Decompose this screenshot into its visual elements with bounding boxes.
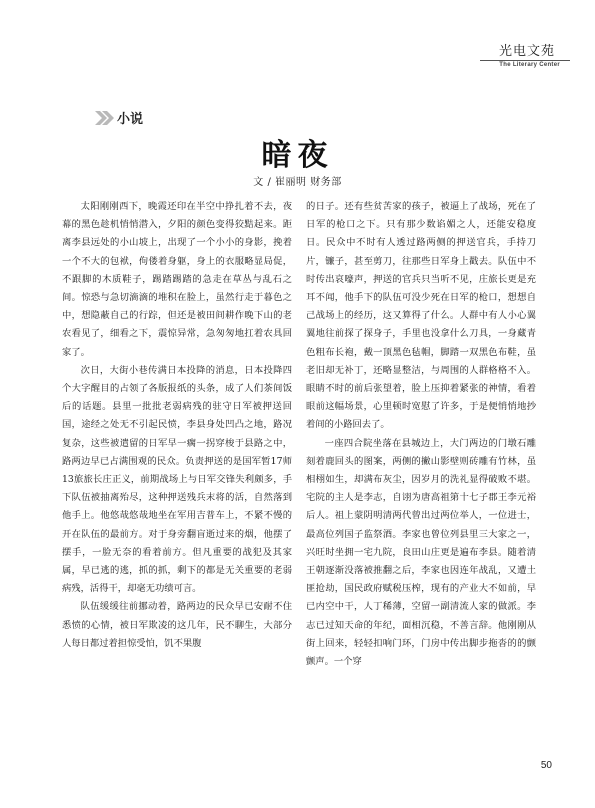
article-byline: 文 / 崔丽明 财务部 <box>253 177 342 188</box>
header-divider <box>480 60 570 61</box>
paragraph: 队伍缓缓往前挪动着，路两边的民众早已安耐不住悉愤的心情，被日军欺凌的这几年，民不聊生，大部分人每日都过着担惊受怕，饥不果腹 <box>62 601 292 649</box>
double-chevron-right-icon <box>95 111 115 125</box>
paragraph: 的日子。还有些贫苦家的孩子，被逼上了战场，死在了日军的枪口之下。只有那少数谄媚之人，还能安稳度日。民众中不时有人透过路两侧的押送官兵，手持刀片，镰子，甚至剪刀，往那些日军身上戳去。队伍中不时传出哀嚎声，押送的官兵只当听不见，庄旅长更是充耳不闻，他手下的队伍可没少死在日军的枪口，想想自己战场上的经历，这又算得了什么。人群中有人小心翼翼地往前探了探身子，手里也没拿什么刀具，一身藏青色粗布长袍，戴一顶黑色毡帽，脚踏一双黑色布鞋，虽老旧却无补丁，还略显整洁，与周围的人群格格不入。眼睛不时的前后张望着，脸上压抑着紧张的神情，看着眼前这幅场景，心里顿时宽慰了许多，于是便悄悄地抄着间的小路回去了。 <box>306 201 536 431</box>
page-number: 50 <box>540 760 552 771</box>
left-column <box>62 198 292 653</box>
paragraph: 一座四合院坐落在县城边上，大门两边的门墩石雕刻着鹿回头的图案，两侧的撇山影壁则砖雕有竹林，虽相栩如生，却满布灰尘，因岁月的洗礼显得破败不堪。宅院的主人是李志，自诩为唐高祖第十七子郡王李元裕后人。祖上蒙阴明清两代曾出过两位举人，一位进士，最高位列国子监祭酒。李家也曾位列县里三大家之一，兴旺时坐拥一宅九院，良田山庄更是遍布李县。随着清王朝逐渐没落被推翻之后，李家也因连年战乱，又遭土匪抢劫，国民政府赋税压榨，现有的产业大不如前，早已内空中干，人丁稀薄，空留一副清流人家的做派。李志已过知天命的年纪，面相沉稳，不善言辞。他刚刚从街上回来，轻轻扣响门环，门房中传出脚步拖沓的的颤颤声。一个穿 <box>306 437 536 668</box>
paragraph: 太阳刚刚西下，晚霞还印在半空中挣扎着不去，夜幕的黑色趁机悄悄潜入，夕阳的颜色变得狡黠起来。距离李县远处的小山坡上，出现了一个小小的身影，挽着一个不大的包袱，佝偻着身躯，身上的衣服略显局促，不跟脚的木质鞋子，踢踏踢踏的急走在草丛与乱石之间。惊恐与急切滴滴的堆积在脸上，虽然行走于暮色之中，想隐蔽自己的行踪，但还是被田间耕作晚下山的老农看见了，细看之下，震惊异常，急匆匆地扛着农具回家了。 <box>62 201 292 358</box>
right-column <box>306 198 536 671</box>
section-heading <box>95 108 143 127</box>
paragraph: 次日，大街小巷传满日本投降的消息，日本投降四个大字醒目的占领了各版报纸的头条，成了人们茶间饭后的话题。县里一批批老弱病残的驻守日军被押送回国，途经之处无不引起民愤，李县身处凹凸之地，路况复杂，这些被遣留的日军早一瘸一拐穿梭于县路之中，路两边早已占满围观的民众。负责押送的是国军暂17师13旅旅长庄正义，前期战场上与日军交锋失利颇多，手下队伍被抽离殆尽，这种押送残兵末将的活，自然落到他手上。他悠哉悠哉地坐在军用吉普车上，不紧不慢的开在队伍的最前方。对于身旁翻盲逝过来的烟，他摆了摆手，一脸无奈的看着前方。但凡重要的战犯及其家属，早已逃的逃，抓的抓，剩下的都是无关重要的老弱病残，活得干，却毫无功绩可言。 <box>62 364 292 595</box>
section-label: 小说 <box>117 112 144 127</box>
column-title: 光电文苑 <box>498 44 555 59</box>
column-subtitle: The Literary Center <box>499 62 560 68</box>
article-title: 暗夜 <box>261 138 334 173</box>
